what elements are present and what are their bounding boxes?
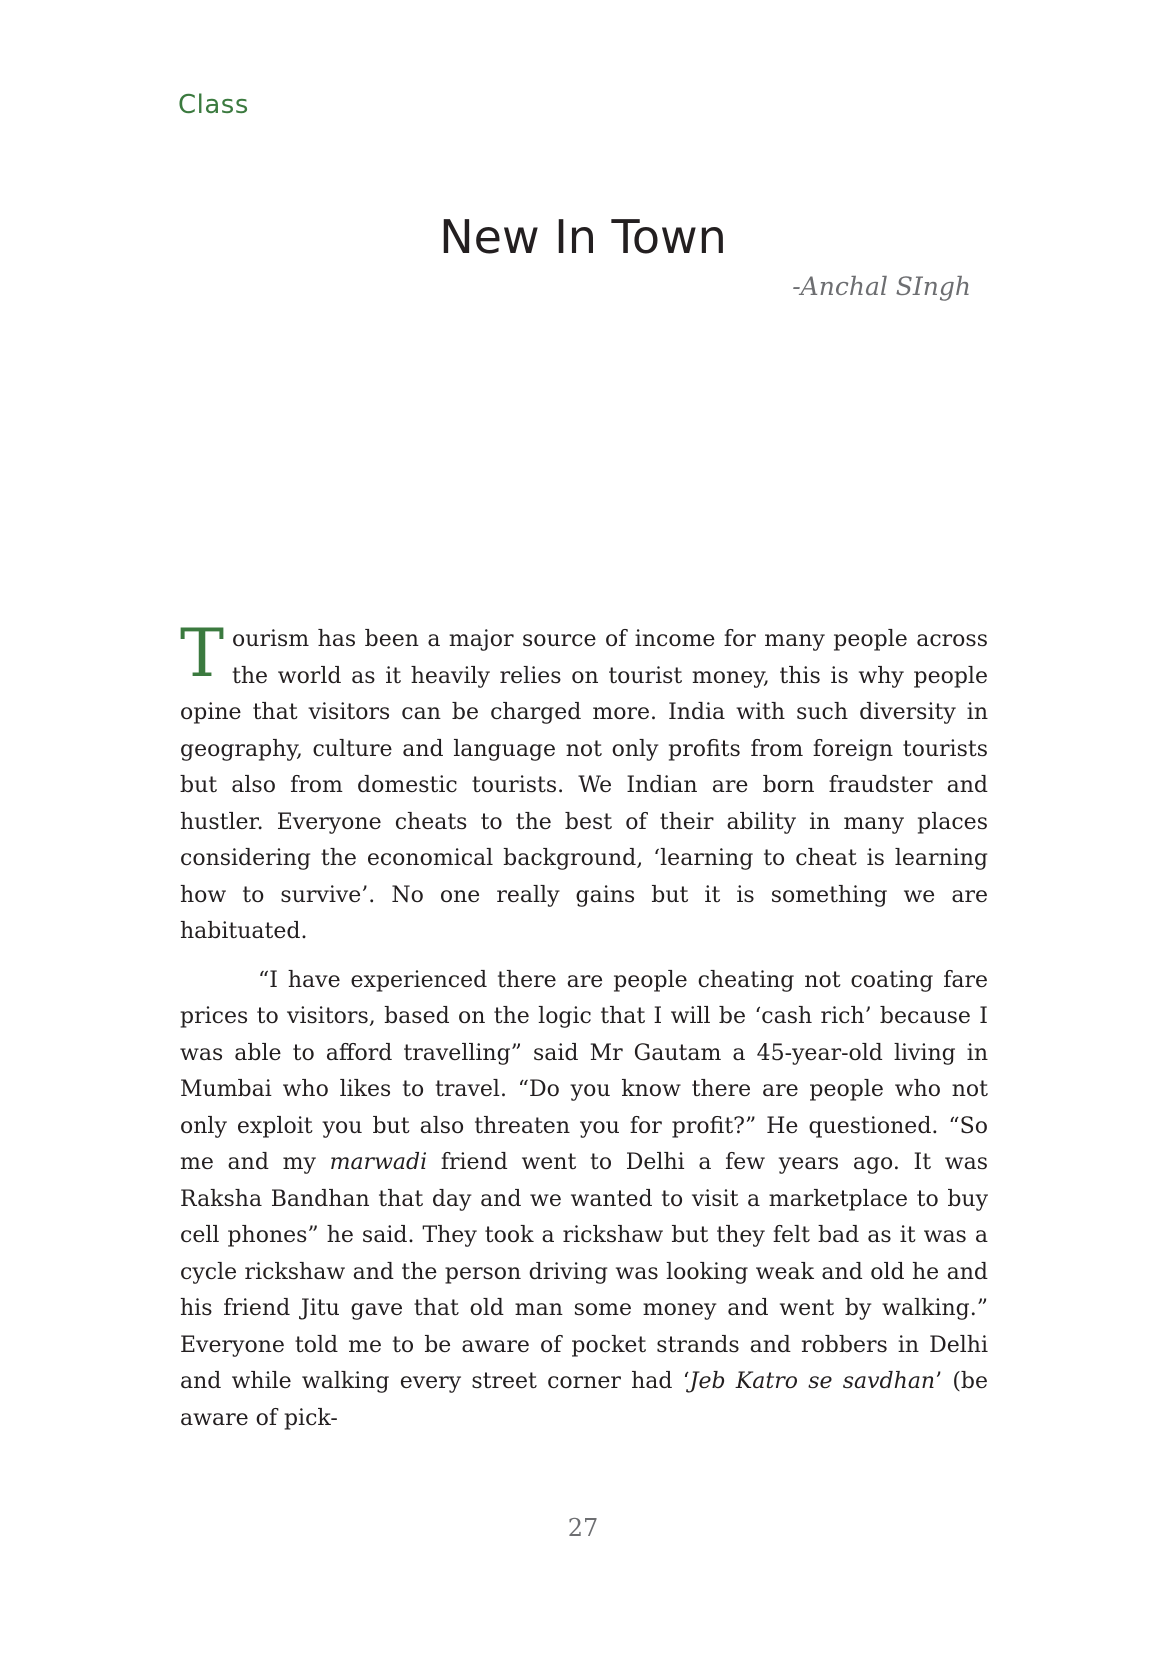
paragraph-1 (180, 615, 988, 951)
paragraph-2 (180, 963, 988, 1438)
page-number: 27 (567, 1514, 599, 1542)
paragraph-2-text-a: “I have experienced there are people cheating not coating fare prices to visitors, based on the logic that I will be ‘cash rich’ because I was able to afford travelling” said Mr Gautam a 45-year-old living in Mumbai who likes to travel. “Do you know there are people who not only exploit you but also threaten you for profit?” He questioned. “So me and my (180, 967, 988, 1175)
paragraph-1-text: ourism has been a major source of income for many people across the world as it heavily relies on tourist money, this is why people opine that visitors can be charged more. India with such diversity in geography, culture and language not only profits from foreign tourists but also from domestic tourists. We Indian are born fraudster and hustler. Everyone cheats to the best of their ability in many places considering the economical background, ‘learning to cheat is learning how to survive’. No one really gains but it is something we are habituated. (180, 627, 988, 944)
section-label: Class (178, 90, 249, 120)
drop-cap: T (180, 615, 225, 692)
italic-term-marwadi: marwadi (329, 1150, 428, 1175)
paragraph-2-text-b: friend went to Delhi a few years ago. It was Raksha Bandhan that day and we wanted to visit a marketplace to buy cell phones” he said. They took a rickshaw but they felt bad as it was a cycle rickshaw and the person driving was looking weak and old he and his friend Jitu gave that old man some money and went by walking.” Everyone told me to be aware of pocket strands and robbers in Delhi and while walking every street corner had ‘ (180, 1150, 988, 1394)
article-body (180, 615, 989, 1437)
author-byline: -Anchal SIngh (792, 272, 971, 301)
article-title: New In Town (439, 210, 727, 264)
paragraph-2-text-c: ’ (be aware of pick- (180, 1369, 989, 1431)
italic-phrase-jeb-katro: Jeb Katro se savdhan (689, 1369, 936, 1394)
